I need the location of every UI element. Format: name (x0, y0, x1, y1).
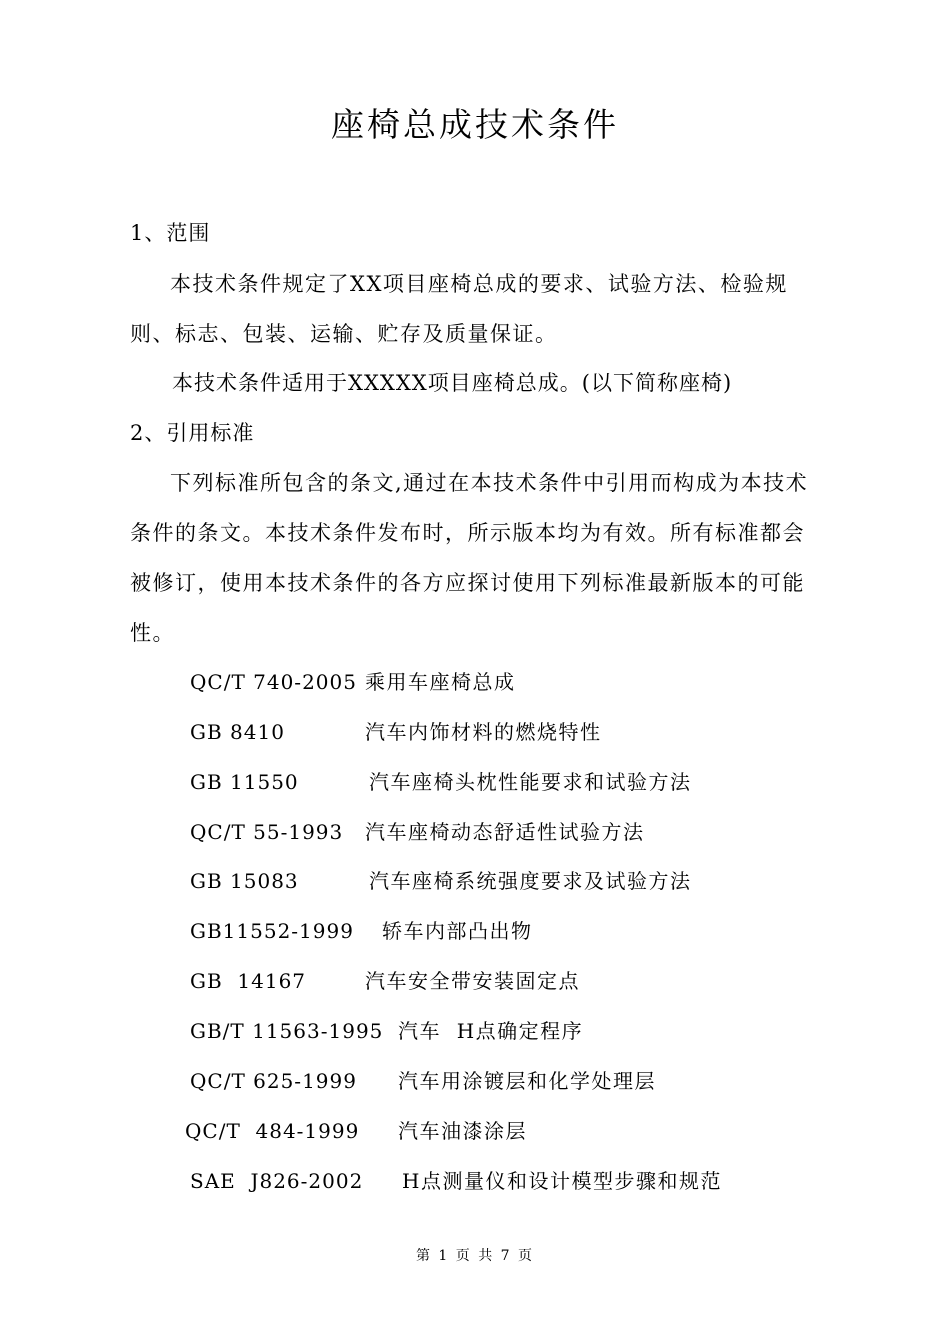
standard-name: 轿车内部凸出物 (382, 919, 533, 943)
section-heading-scope: 1、范围 (130, 221, 211, 245)
standard-code: QC/T 484-1999 (185, 1119, 360, 1143)
references-paragraph: 下列标准所包含的条文,通过在本技术条件中引用而构成为本技术条件的条文。本技术条件发布时，所示版本均为有效。所有标准都会被修订，使用本技术条件的各方应探讨使用下列标准最新版本的可能性。 (130, 471, 809, 645)
standard-code: GB11552-1999 (190, 919, 354, 943)
page-footer: 第 1 页 共 7 页 (415, 1248, 535, 1264)
standard-name: 汽车油漆涂层 (398, 1119, 527, 1143)
document-title: 座椅总成技术条件 (331, 105, 619, 144)
standard-name: 汽车座椅动态舒适性试验方法 (365, 820, 645, 844)
standard-code: SAE J826-2002 (190, 1169, 364, 1193)
standard-name: 乘用车座椅总成 (365, 670, 516, 694)
scope-paragraph-2: 本技术条件适用于XXXXX项目座椅总成。(以下简称座椅) (172, 371, 733, 395)
standard-code: GB 8410 (190, 720, 285, 744)
section-heading-references: 2、引用标准 (130, 421, 255, 445)
standard-code: GB 15083 (190, 869, 299, 893)
standard-code: QC/T 625-1999 (190, 1069, 357, 1093)
standard-code: QC/T 55-1993 (190, 820, 344, 844)
standard-code: GB 11550 (190, 770, 299, 794)
standard-name: 汽车安全带安装固定点 (365, 969, 580, 993)
standard-code: GB/T 11563-1995 (190, 1019, 384, 1043)
standard-name: 汽车内饰材料的燃烧特性 (365, 720, 602, 744)
standard-code: GB 14167 (190, 969, 307, 993)
standard-name: 汽车座椅头枕性能要求和试验方法 (369, 770, 692, 794)
standard-name: 汽车用涂镀层和化学处理层 (398, 1069, 656, 1093)
standard-name: 汽车 H点确定程序 (398, 1019, 584, 1043)
standard-name: H点测量仪和设计模型步骤和规范 (402, 1169, 722, 1193)
standard-name: 汽车座椅系统强度要求及试验方法 (369, 869, 692, 893)
scope-paragraph-1: 本技术条件规定了XX项目座椅总成的要求、试验方法、检验规则、标志、包装、运输、贮存及质量保证。 (130, 272, 788, 346)
standard-code: QC/T 740-2005 (190, 670, 357, 694)
